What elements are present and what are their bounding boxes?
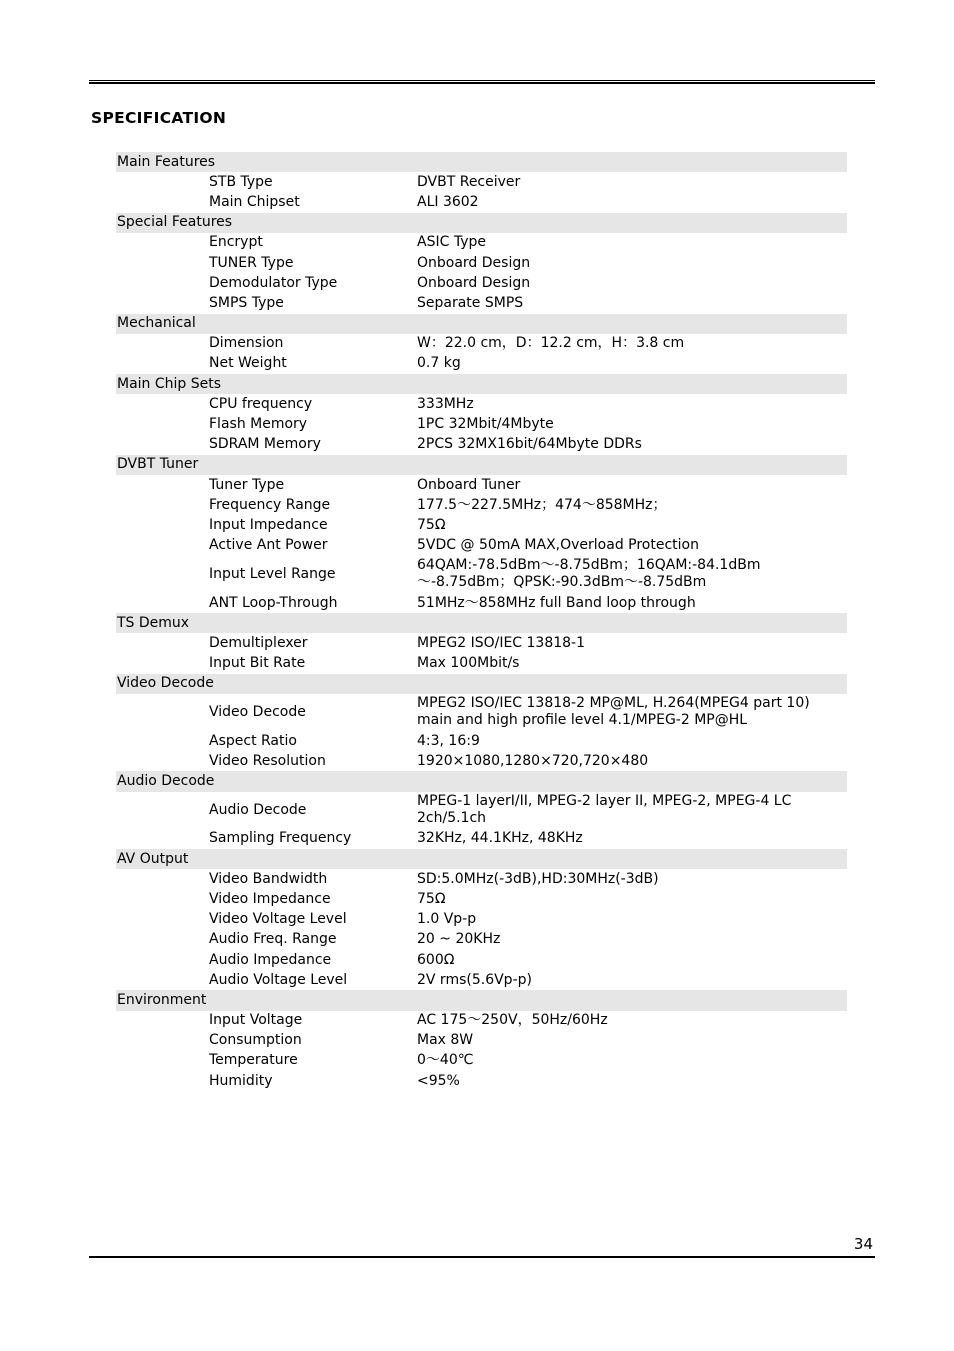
spec-row [116,1011,847,1031]
spec-value: MPEG2 ISO/IEC 13818-2 MP@ML, H.264(MPEG4 part 10) main and high profile level 4.1/MPEG-2 MP@HL [417,695,810,729]
section-header-row [116,213,847,233]
spec-row [116,829,847,849]
spec-value: 333MHz [417,395,474,412]
spec-row [116,950,847,970]
spec-row [116,654,847,674]
spec-row [116,334,847,354]
spec-row [116,869,847,889]
spec-label: Main Chipset [209,193,300,210]
spec-value: 0～40℃ [417,1052,474,1069]
spec-row [116,233,847,253]
spec-label: TUNER Type [209,254,294,271]
spec-row [116,273,847,293]
section-title: Mechanical [116,314,847,334]
spec-value: 1PC 32Mbit/4Mbyte [417,416,554,433]
spec-label: Audio Freq. Range [209,931,337,948]
page-number: 34 [853,1235,873,1253]
spec-label: Demodulator Type [209,274,338,291]
spec-value: 20 ~ 20KHz [417,931,501,948]
spec-value: Onboard Design [417,274,531,291]
spec-label: Input Voltage [209,1012,303,1029]
spec-value: 1920×1080,1280×720,720×480 [417,752,649,769]
spec-value: 51MHz～858MHz full Band loop through [417,594,696,611]
spec-label: Input Bit Rate [209,655,306,672]
spec-value: 5VDC @ 50mA MAX,Overload Protection [417,537,699,554]
section-header-row [116,152,847,172]
spec-value: 4:3, 16:9 [417,732,480,749]
spec-row [116,435,847,455]
spec-label: Encrypt [209,234,263,251]
spec-value: 32KHz, 44.1KHz, 48KHz [417,830,583,847]
spec-label: SMPS Type [209,294,284,311]
section-header-row [116,613,847,633]
spec-value: W：22.0 cm，D：12.2 cm，H：3.8 cm [417,335,685,352]
spec-label: Consumption [209,1032,302,1049]
spec-label: Frequency Range [209,496,331,513]
spec-label: Demultiplexer [209,634,308,651]
section-header-row [116,771,847,791]
spec-value: Max 8W [417,1032,474,1049]
spec-row [116,731,847,751]
spec-row [116,253,847,273]
spec-row [116,910,847,930]
spec-row [116,475,847,495]
spec-label: Video Decode [209,703,306,720]
spec-label: Input Level Range [209,565,336,582]
spec-label: CPU frequency [209,395,313,412]
spec-value: Separate SMPS [417,294,524,311]
section-title: Special Features [116,213,847,233]
spec-value: AC 175～250V，50Hz/60Hz [417,1012,608,1029]
spec-label: Aspect Ratio [209,732,297,749]
spec-row [116,394,847,414]
spec-label: Dimension [209,335,284,352]
section-header-row [116,674,847,694]
footer-rule [89,1256,875,1258]
spec-value: 75Ω [417,890,446,907]
spec-row [116,1051,847,1071]
page-heading: SPECIFICATION [91,109,227,127]
section-title: Main Features [116,152,847,172]
spec-row [116,354,847,374]
spec-row [116,889,847,909]
section-title: Environment [116,990,847,1010]
spec-label: Humidity [209,1072,273,1089]
spec-row [116,1031,847,1051]
spec-value: ALI 3602 [417,193,479,210]
spec-label: STB Type [209,173,273,190]
spec-row [116,172,847,192]
section-header-row [116,990,847,1010]
spec-row [116,633,847,653]
spec-value: 1.0 Vp-p [417,911,477,928]
spec-label: ANT Loop-Through [209,594,338,611]
spec-label: Temperature [209,1052,298,1069]
spec-label: Audio Impedance [209,951,332,968]
section-header-row [116,314,847,334]
spec-row [116,1071,847,1091]
section-title: Video Decode [116,674,847,694]
spec-row [116,515,847,535]
section-title: TS Demux [116,613,847,633]
spec-row [116,593,847,613]
spec-label: Tuner Type [209,476,285,493]
spec-value: 177.5～227.5MHz；474～858MHz； [417,496,667,513]
spec-row [116,414,847,434]
specification-table-body [116,152,847,1091]
spec-row [116,751,847,771]
spec-value: Max 100Mbit/s [417,655,520,672]
spec-label: Video Bandwidth [209,870,328,887]
spec-label: Video Resolution [209,752,326,769]
spec-label: Sampling Frequency [209,830,352,847]
spec-row [116,694,847,731]
spec-label: Net Weight [209,355,287,372]
spec-value: 0.7 kg [417,355,461,372]
spec-label: Active Ant Power [209,537,328,554]
spec-value: 600Ω [417,951,455,968]
spec-value: Onboard Design [417,254,531,271]
spec-value: 75Ω [417,516,446,533]
spec-value: 2V rms(5.6Vp-p) [417,971,532,988]
spec-label: Video Impedance [209,890,331,907]
spec-row [116,556,847,593]
spec-label: Input Impedance [209,516,328,533]
spec-label: Video Voltage Level [209,911,347,928]
spec-value: 64QAM:-78.5dBm～-8.75dBm；16QAM:-84.1dBm～-8.75dBm；QPSK:-90.3dBm～-8.75dBm [417,557,761,591]
spec-label: SDRAM Memory [209,436,321,453]
spec-row [116,495,847,515]
spec-value: 2PCS 32MX16bit/64Mbyte DDRs [417,436,642,453]
spec-value: SD:5.0MHz(-3dB),HD:30MHz(-3dB) [417,870,659,887]
specification-table [116,152,847,1091]
spec-row [116,536,847,556]
spec-label: Flash Memory [209,416,308,433]
section-title: Main Chip Sets [116,374,847,394]
spec-row [116,970,847,990]
section-header-row [116,374,847,394]
spec-row [116,792,847,829]
spec-label: Audio Voltage Level [209,971,348,988]
spec-value: DVBT Receiver [417,173,521,190]
spec-label: Audio Decode [209,801,307,818]
spec-value: MPEG2 ISO/IEC 13818-1 [417,634,586,651]
spec-value: <95% [417,1072,460,1089]
section-title: DVBT Tuner [116,455,847,475]
spec-value: Onboard Tuner [417,476,521,493]
section-header-row [116,455,847,475]
spec-value: ASIC Type [417,234,486,251]
spec-row [116,192,847,212]
spec-row [116,930,847,950]
spec-value: MPEG-1 layerI/II, MPEG-2 layer II, MPEG-2, MPEG-4 LC 2ch/5.1ch [417,793,792,827]
section-header-row [116,849,847,869]
section-title: AV Output [116,849,847,869]
section-title: Audio Decode [116,771,847,791]
header-rule [89,80,875,84]
spec-row [116,293,847,313]
